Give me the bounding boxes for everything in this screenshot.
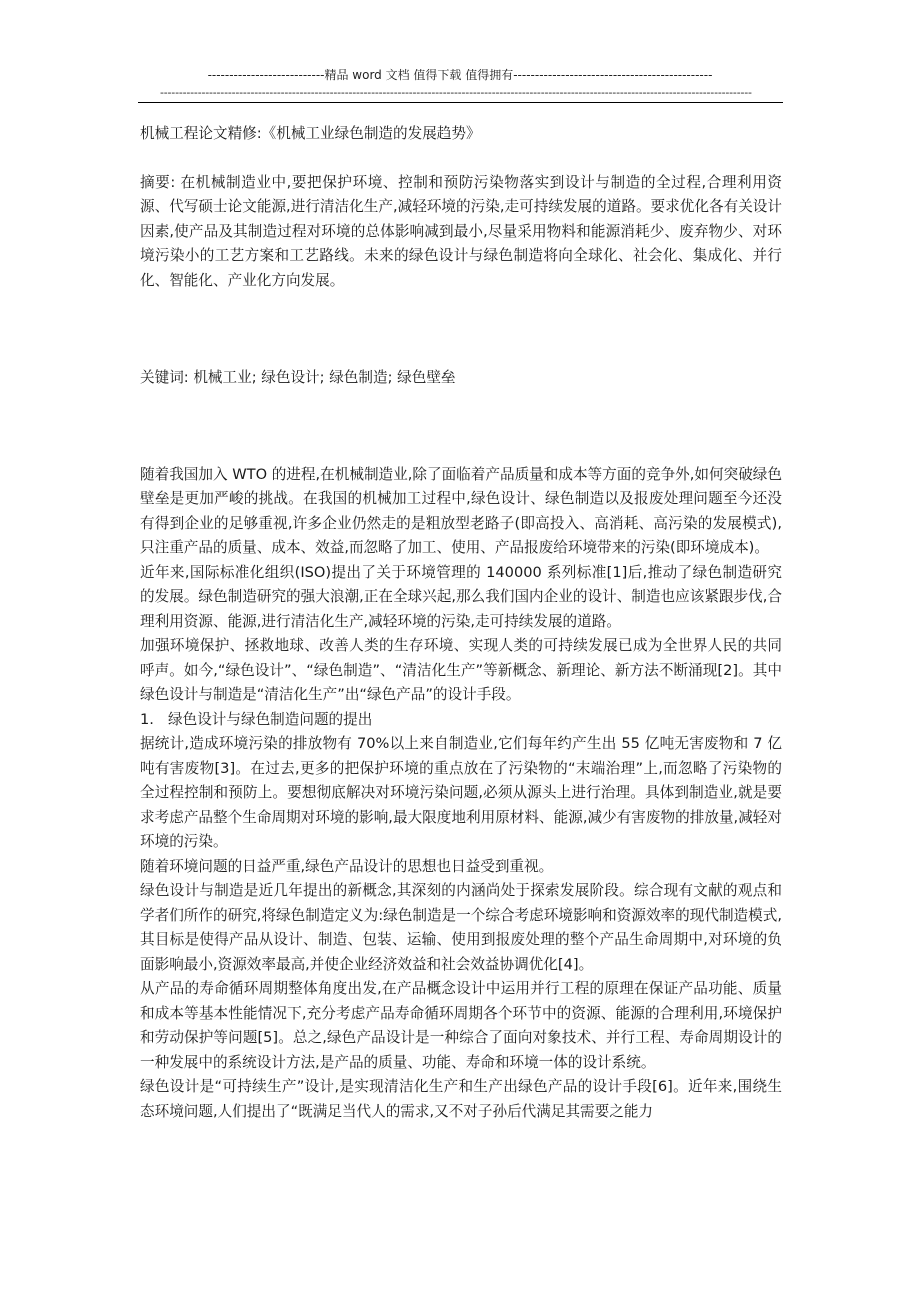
paragraph: 近年来,国际标准化组织(ISO)提出了关于环境管理的 140000 系列标准[1]后,推动了绿色制造研究的发展。绿色制造研究的强大浪潮,正在全球兴起,那么我们国内企业的设计、制造也应该紧跟步伐,合理利用资源、能源,进行清洁化生产,减轻环境的污染,走可持续发展的道路。 [140, 563, 782, 630]
keywords: 关键词: 机械工业; 绿色设计; 绿色制造; 绿色壁垒 [140, 369, 456, 386]
header-rule [138, 102, 783, 103]
paragraph: 绿色设计与制造是近几年提出的新概念,其深刻的内涵尚处于探索发展阶段。综合现有文献的观点和学者们所作的研究,将绿色制造定义为:绿色制造是一个综合考虑环境影响和资源效率的现代制造模式,其目标是使得产品从设计、制造、包装、运输、使用到报废处理的整个产品生命周期中,对环境的负面影响最小,资源效率最高,并使企业经济效益和社会效益协调优化[4]。 [140, 882, 782, 973]
abstract: 摘要: 在机械制造业中,要把保护环境、控制和预防污染物落实到设计与制造的全过程,合理利用资源、代写硕士论文能源,进行清洁化生产,减轻环境的污染,走可持续发展的道路。要求优化各有关设计因素,使产品及其制造过程对环境的总体影响减到最小,尽量采用物料和能源消耗少、废弃物少、对环境污染小的工艺方案和工艺路线。未来的绿色设计与绿色制造将向全球化、社会化、集成化、并行化、智能化、产业化方向发展。 [140, 173, 782, 289]
paragraph: 从产品的寿命循环周期整体角度出发,在产品概念设计中运用并行工程的原理在保证产品功能、质量和成本等基本性能情况下,充分考虑产品寿命循环周期各个环节中的资源、能源的合理利用,环境保护和劳动保护等问题[5]。总之,绿色产品设计是一种综合了面向对象技术、并行工程、寿命周期设计的一种发展中的系统设计方法,是产品的质量、功能、寿命和环境一体的设计系统。 [140, 980, 782, 1071]
paragraph: 随着我国加入 WTO 的进程,在机械制造业,除了面临着产品质量和成本等方面的竞争外,如何突破绿色壁垒是更加严峻的挑战。在我国的机械加工过程中,绿色设计、绿色制造以及报废处理问题至今还没有得到企业的足够重视,许多企业仍然走的是粗放型老路子(即高投入、高消耗、高污染的发展模式),只注重产品的质量、成本、效益,而忽略了加工、使用、产品报废给环境带来的污染(即环境成本)。 [140, 465, 782, 556]
paragraph: 加强环境保护、拯救地球、改善人类的生存环境、实现人类的可持续发展已成为全世界人民的共同呼声。如今,“绿色设计”、“绿色制造”、“清洁化生产”等新概念、新理论、新方法不断涌现[2]。其中绿色设计与制造是“清洁化生产”出“绿色产品”的设计手段。 [140, 637, 782, 703]
paragraph: 绿色设计是“可持续生产”设计,是实现清洁化生产和生产出绿色产品的设计手段[6]。近年来,围绕生态环境问题,人们提出了“既满足当代人的需求,又不对子孙后代满足其需要之能力 [140, 1078, 782, 1120]
page-header-dashes: ------------------------------------------------------------------------------------------------------------------------------------------------------------- [160, 86, 752, 99]
section-heading [140, 708, 782, 733]
document-title: 机械工程论文精修:《机械工业绿色制造的发展趋势》 [140, 125, 481, 142]
page-header-banner: ---------------------------精品 word 文档 值得下载 值得拥有---------------------------------------------- [207, 68, 713, 82]
section-title: 绿色设计与绿色制造问题的提出 [168, 710, 373, 728]
paragraph: 据统计,造成环境污染的排放物有 70%以上来自制造业,它们每年约产生出 55 亿吨无害废物和 7 亿吨有害废物[3]。在过去,更多的把保护环境的重点放在了污染物的“末端治理”上,而忽略了污染物的全过程控制和预防上。要想彻底解决对环境污染问题,必须从源头上进行治理。具体到制造业,就是要求考虑产品整个生命周期对环境的影响,最大限度地利用原材料、能源,减少有害废物的排放量,减轻对环境的污染。 [140, 735, 782, 850]
paragraph: 随着环境问题的日益严重,绿色产品设计的思想也日益受到重视。 [140, 857, 554, 875]
document-body [140, 122, 782, 1124]
section-number: 1. [140, 710, 154, 728]
